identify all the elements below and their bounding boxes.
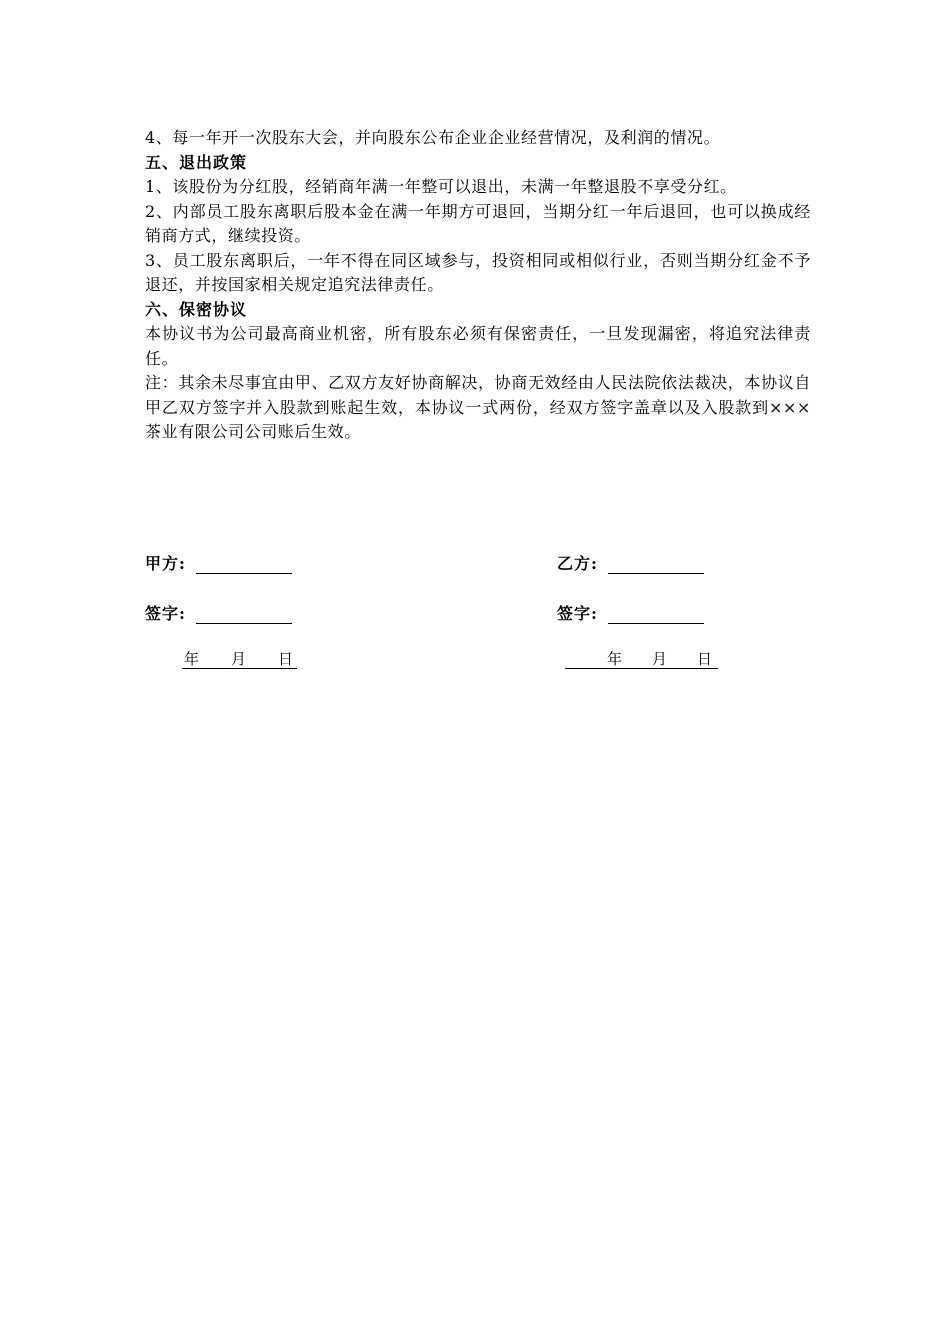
party-a-sign-label: 签字: [145, 604, 186, 623]
party-a-date[interactable] [182, 650, 297, 669]
party-a-sign-row [145, 601, 292, 624]
party-b-sign-row [557, 601, 704, 624]
party-b-date[interactable] [565, 650, 718, 669]
party-b-row [557, 551, 704, 574]
party-a-date-day: 日 [278, 650, 294, 668]
confidentiality-clause: 本协议书为公司最高商业机密，所有股东必须有保密责任，一旦发现漏密，将追究法律责任。 [145, 324, 811, 368]
party-a-blank-line[interactable] [196, 557, 292, 574]
document-body [145, 126, 811, 445]
party-b-date-year: 年 [607, 650, 623, 668]
exit-clause-1: 1、该股份为分红股，经销商年满一年整可以退出，未满一年整退股不享受分红。 [145, 177, 737, 196]
party-b-date-month: 月 [652, 650, 668, 668]
party-b-sign-label: 签字: [557, 604, 598, 623]
party-b-label: 乙方: [557, 554, 598, 573]
section-heading-exit-policy: 五、退出政策 [145, 152, 248, 172]
party-b-sign-blank-line[interactable] [608, 607, 704, 624]
note-clause: 注：其余未尽事宜由甲、乙双方友好协商解决，协商无效经由人民法院依法裁决，本协议自甲乙双方签字并入股款到账起生效，本协议一式两份，经双方签字盖章以及入股款到×××茶业有限公司公司账后生效。 [145, 373, 811, 441]
party-a-row [145, 551, 292, 574]
exit-clause-2: 2、内部员工股东离职后股本金在满一年期方可退回，当期分红一年后退回，也可以换成经销商方式，继续投资。 [145, 201, 811, 245]
exit-clause-3: 3、员工股东离职后，一年不得在同区域参与，投资相同或相似行业，否则当期分红金不予退还，并按国家相关规定追究法律责任。 [145, 250, 811, 294]
party-b-blank-line[interactable] [608, 557, 704, 574]
party-b-date-day: 日 [697, 650, 713, 668]
party-a-label: 甲方: [145, 554, 186, 573]
clause-4-annual-meeting: 4、每一年开一次股东大会，并向股东公布企业企业经营情况，及利润的情况。 [145, 128, 721, 147]
party-a-date-year: 年 [184, 650, 200, 668]
party-a-sign-blank-line[interactable] [196, 607, 292, 624]
party-a-date-month: 月 [231, 650, 247, 668]
section-heading-confidentiality: 六、保密协议 [145, 299, 248, 319]
